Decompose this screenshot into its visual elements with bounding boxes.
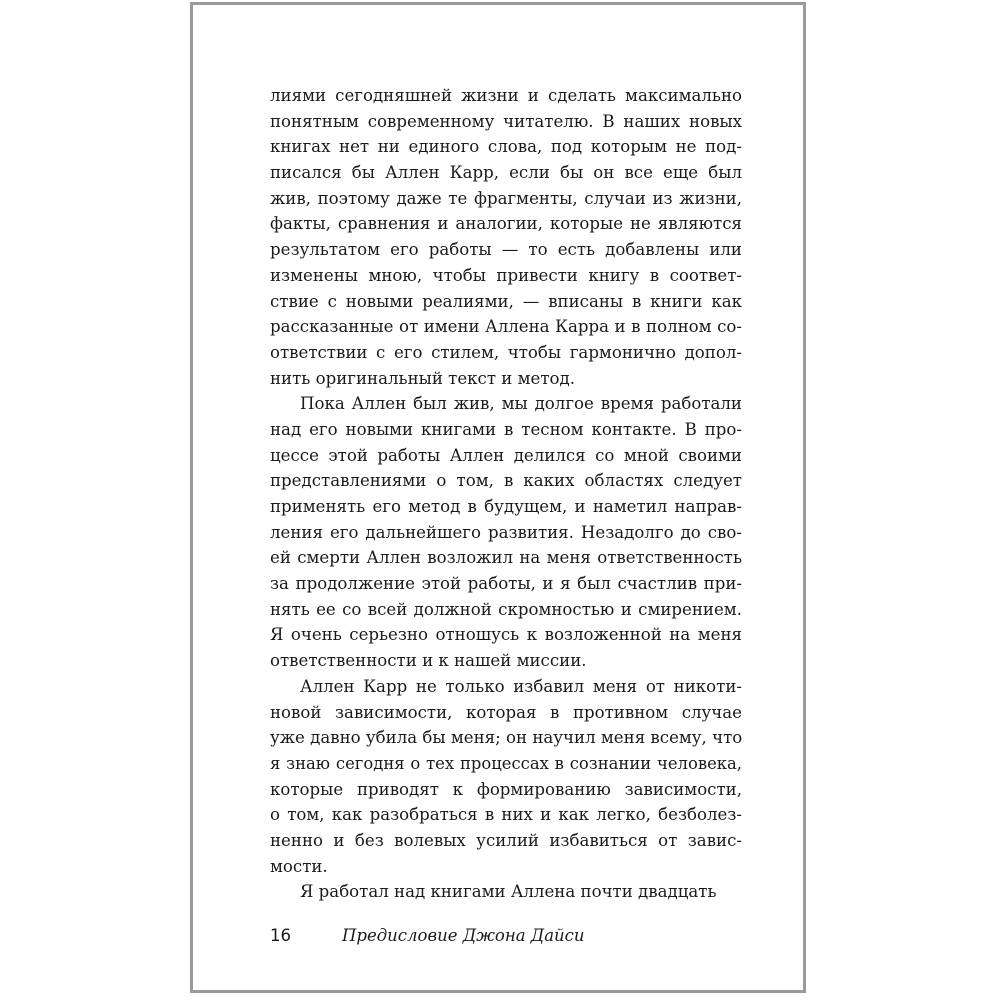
text-line: жив, поэтому даже те фрагменты, случаи из жизни, (270, 188, 742, 208)
text-line: уже давно убила бы меня; он научил меня всему, что (270, 728, 743, 748)
text-line: ответственности и к нашей миссии. (270, 651, 587, 671)
text-line: изменены мною, чтобы привести книгу в соответ- (270, 265, 742, 285)
text-line: над его новыми книгами в тесном контакте. В про- (270, 419, 742, 439)
book-page (190, 2, 806, 993)
text-line: о том, как разобраться в них и как легко, безболез- (270, 805, 742, 825)
text-line: рассказанные от имени Аллена Карра и в полном со- (270, 317, 742, 337)
text-line: Аллен Карр не только избавил меня от никоти- (300, 676, 742, 696)
text-line: ответствии с его стилем, чтобы гармонично допол- (270, 342, 742, 362)
text-line: которые приводят к формированию зависимости, (270, 779, 742, 799)
text-line: результатом его работы — то есть добавлены или (270, 240, 742, 260)
text-line: ненно и без волевых усилий избавиться от завис- (270, 830, 742, 850)
text-line: представлениями о том, в каких областях следует (270, 471, 742, 491)
text-line: за продолжение этой работы, и я был счастлив при- (270, 574, 742, 594)
page-footer (270, 926, 585, 945)
text-line: лиями сегодняшней жизни и сделать максимально (270, 86, 742, 105)
text-line: ления его дальнейшего развития. Незадолго до сво- (270, 522, 742, 542)
running-title: Предисловие Джона Дайси (342, 926, 585, 945)
text-line: Я очень серьезно отношусь к возложенной на меня (270, 625, 742, 645)
text-line: новой зависимости, которая в противном случае (270, 702, 742, 722)
text-line: факты, сравнения и аналогии, которые не являются (270, 214, 742, 234)
body-text (270, 83, 742, 905)
text-line: я знаю сегодня о тех процессах в сознании человека, (270, 753, 742, 773)
text-line: цессе этой работы Аллен делился со мной своими (270, 445, 742, 465)
text-line: нять ее со всей должной скромностью и смирением. (270, 599, 742, 619)
text-line: мости. (270, 856, 328, 876)
text-line: книгах нет ни единого слова, под которым не под- (270, 137, 742, 157)
text-line: нить оригинальный текст и метод. (270, 368, 576, 388)
page-number: 16 (270, 926, 291, 945)
text-line: ей смерти Аллен возложил на меня ответственность (270, 548, 742, 568)
text-line: Я работал над книгами Аллена почти двадцать (300, 882, 717, 902)
text-line: Пока Аллен был жив, мы долгое время работали (300, 394, 742, 414)
text-line: понятным современному читателю. В наших новых (270, 111, 742, 131)
text-line: применять его метод в будущем, и наметил направ- (270, 497, 742, 516)
text-line: ствие с новыми реалиями, — вписаны в книги как (270, 291, 742, 311)
text-line: писался бы Аллен Карр, если бы он все еще был (270, 163, 742, 183)
